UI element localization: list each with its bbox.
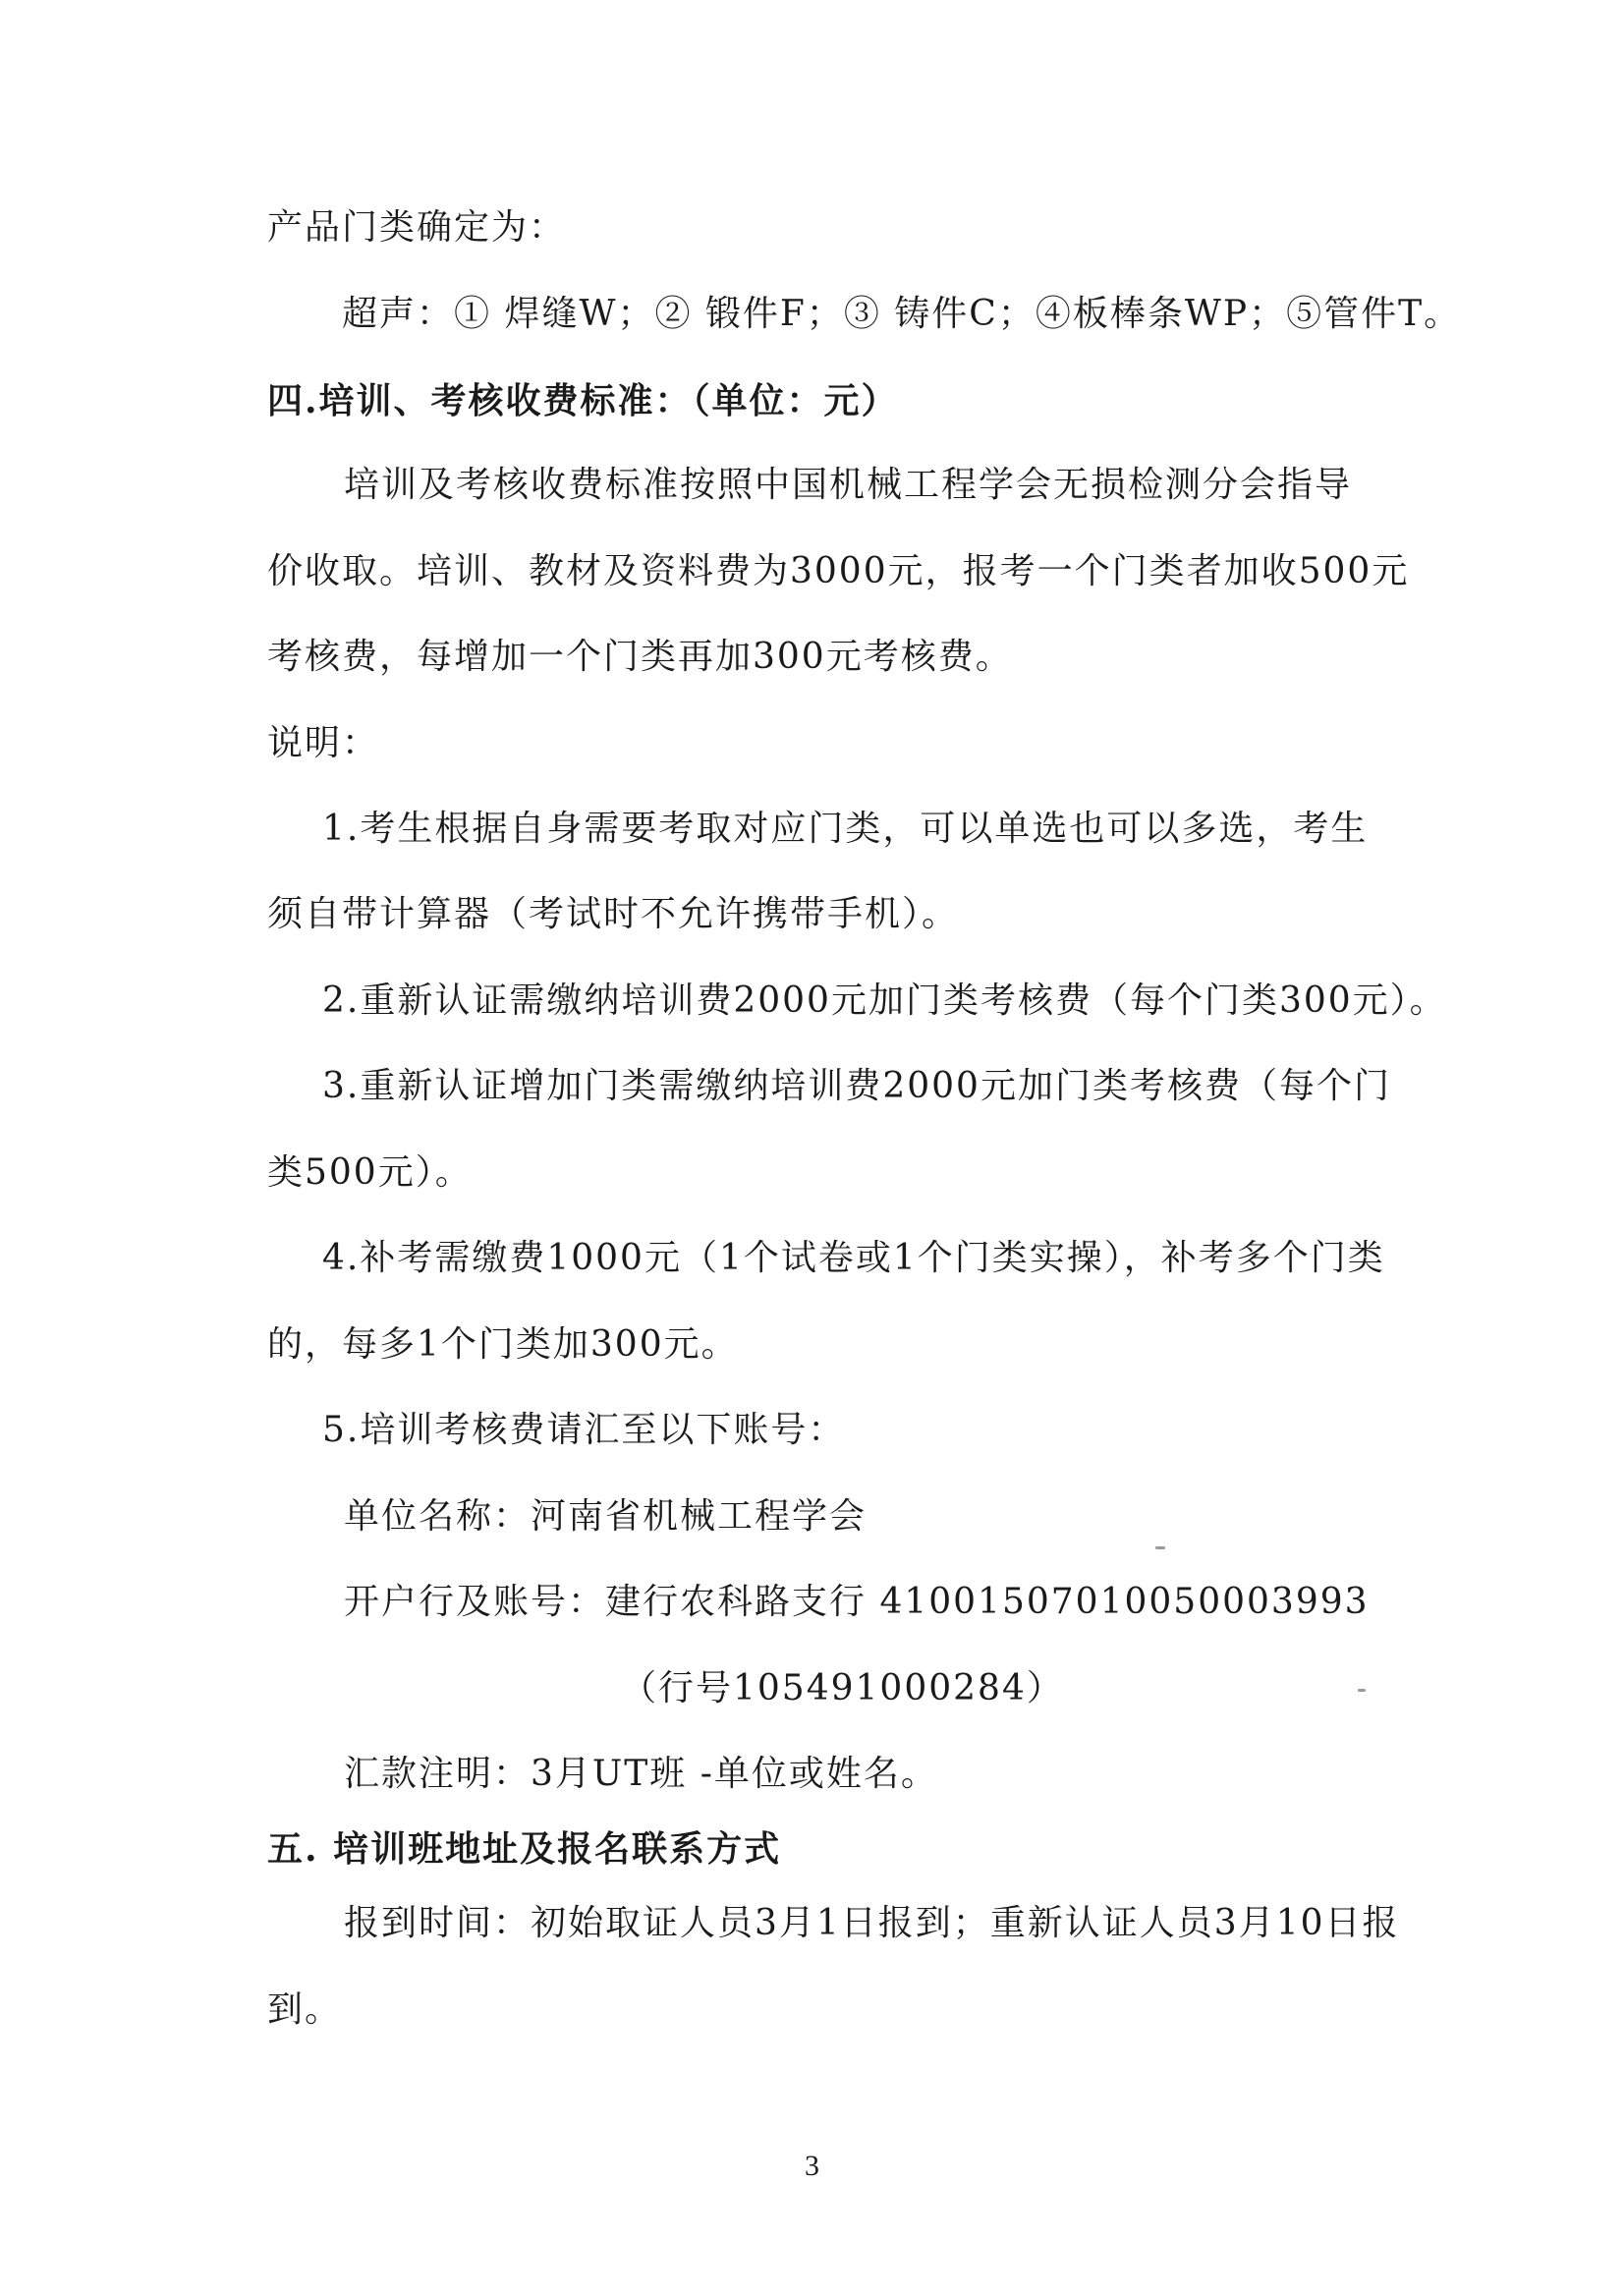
text-line: 4.补考需缴费1000元（1个试卷或1个门类实操），补考多个门类 <box>322 1238 1385 1278</box>
text-line: 3.重新认证增加门类需缴纳培训费2000元加门类考核费（每个门 <box>322 1066 1391 1106</box>
text-line: 5.培训考核费请汇至以下账号： <box>322 1410 846 1450</box>
text-line: 考核费，每增加一个门类再加300元考核费。 <box>267 637 1013 677</box>
text-line: 2.重新认证需缴纳培训费2000元加门类考核费（每个门类300元）。 <box>322 980 1447 1021</box>
text-line: 超声：① 焊缝W；② 锻件F；③ 铸件C；④板棒条WP；⑤管件T。 <box>342 294 1462 334</box>
text-line: （行号105491000284） <box>621 1668 1064 1708</box>
text-line: 汇款注明：3月UT班 -单位或姓名。 <box>344 1754 938 1794</box>
text-line: 开户行及账号：建行农科路支行 41001507010050003993 <box>344 1582 1370 1622</box>
scan-speck <box>1155 1546 1165 1549</box>
text-line: 价收取。培训、教材及资料费为3000元，报考一个门类者加收500元 <box>267 551 1410 591</box>
text-line: 到。 <box>267 1989 343 2030</box>
scan-speck <box>1358 1689 1366 1692</box>
section-heading: 五. 培训班地址及报名联系方式 <box>267 1828 782 1870</box>
section-heading: 四.培训、考核收费标准：（单位：元） <box>267 380 899 421</box>
page-number: 3 <box>805 2150 819 2182</box>
text-line: 的，每多1个门类加300元。 <box>267 1324 739 1365</box>
text-line: 单位名称：河南省机械工程学会 <box>344 1496 868 1537</box>
text-line: 须自带计算器（考试时不允许携带手机）。 <box>267 894 960 934</box>
text-line: 报到时间：初始取证人员3月1日报到；重新认证人员3月10日报 <box>344 1903 1400 1943</box>
text-line: 产品门类确定为： <box>267 207 567 248</box>
text-line: 类500元）。 <box>267 1152 473 1193</box>
text-line: 1.考生根据自身需要考取对应门类，可以单选也可以多选，考生 <box>322 809 1369 849</box>
text-line: 说明： <box>267 723 380 763</box>
text-line: 培训及考核收费标准按照中国机械工程学会无损检测分会指导 <box>344 465 1353 505</box>
